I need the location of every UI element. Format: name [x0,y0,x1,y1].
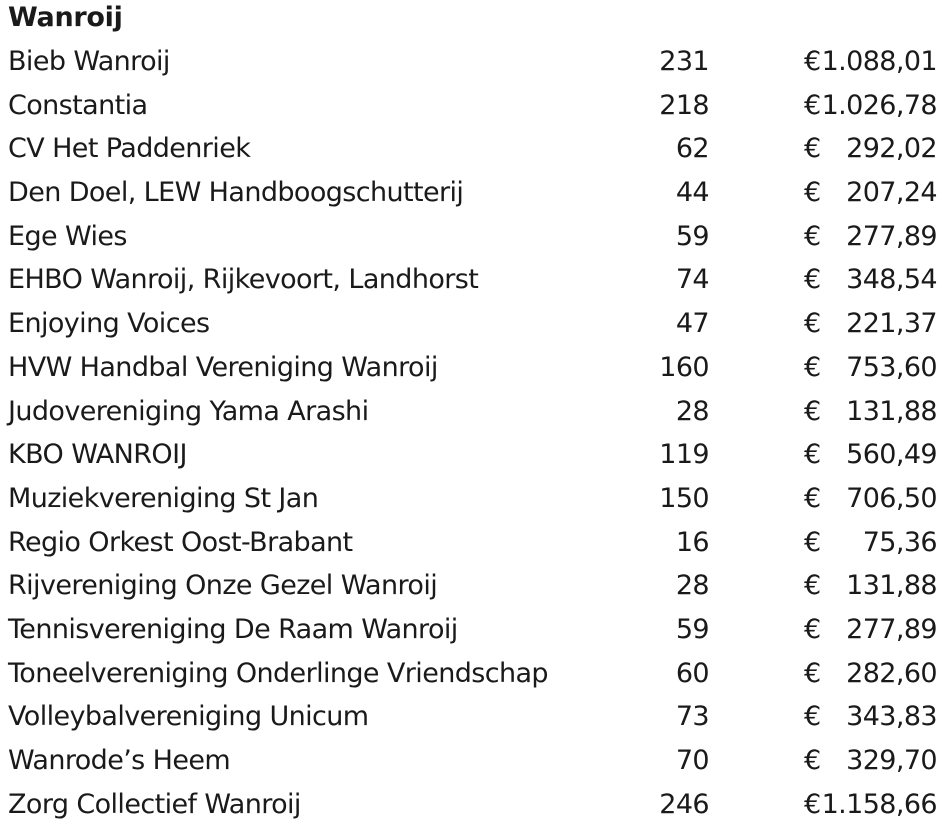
currency-symbol: € [804,46,821,77]
association-name: CV Het Paddenriek [8,133,251,165]
currency-symbol: € [804,395,821,427]
list-item [0,695,943,739]
association-name: Ege Wies [8,220,127,252]
section-title: Wanroij [8,2,123,33]
member-count: 60 [675,657,709,689]
amount-value: 207,24 [846,177,937,209]
association-name: Den Doel, LEW Handboogschutterij [8,177,464,209]
list-item [0,302,943,346]
list-item [0,433,943,477]
association-name: Wanrode’s Heem [8,745,231,776]
list-item [0,40,943,84]
list-item [0,390,943,434]
list-item [0,171,943,215]
amount-value: 1.088,01 [821,46,937,77]
amount-value: 560,49 [846,439,937,471]
member-count: 246 [659,788,709,820]
member-count: 119 [659,439,709,471]
member-count: 62 [675,133,709,165]
member-count: 47 [675,308,709,340]
member-count: 28 [675,570,709,602]
list-item [0,215,943,259]
list-item [0,258,943,302]
association-name: EHBO Wanroij, Rijkevoort, Landhorst [8,264,479,296]
amount-value: 706,50 [846,482,937,514]
association-name: Muziekvereniging St Jan [8,482,319,514]
association-list [0,40,943,826]
amount-value: 292,02 [846,133,937,165]
list-item [0,652,943,696]
amount-value: 753,60 [846,351,937,383]
association-name: Constantia [8,89,148,121]
list-item [0,739,943,783]
currency-symbol: € [804,788,821,820]
association-name: Toneelvereniging Onderlinge Vriendschap [8,657,548,689]
amount-value: 348,54 [846,264,937,296]
association-name: Rijvereniging Onze Gezel Wanroij [8,570,438,602]
currency-symbol: € [804,482,821,514]
member-count: 16 [675,526,709,558]
amount-value: 277,89 [846,220,937,252]
member-count: 59 [675,220,709,252]
association-name: Judovereniging Yama Arashi [8,395,369,427]
member-count: 231 [659,46,709,77]
member-count: 70 [675,745,709,776]
currency-symbol: € [804,745,821,776]
list-item [0,477,943,521]
association-name: Zorg Collectief Wanroij [8,788,301,820]
list-item [0,783,943,826]
currency-symbol: € [804,657,821,689]
member-count: 218 [659,89,709,121]
association-name: Tennisvereniging De Raam Wanroij [8,613,458,645]
list-item [0,564,943,608]
currency-symbol: € [804,701,821,733]
amount-value: 131,88 [846,570,937,602]
currency-symbol: € [804,526,821,558]
association-name: HVW Handbal Vereniging Wanroij [8,351,438,383]
list-item [0,346,943,390]
currency-symbol: € [804,89,821,121]
amount-value: 277,89 [846,613,937,645]
currency-symbol: € [804,570,821,602]
amount-value: 75,36 [862,526,937,558]
amount-value: 282,60 [846,657,937,689]
association-name: Bieb Wanroij [8,46,170,77]
currency-symbol: € [804,613,821,645]
list-item [0,84,943,128]
member-count: 160 [659,351,709,383]
currency-symbol: € [804,439,821,471]
association-name: Enjoying Voices [8,308,210,340]
list-item [0,521,943,565]
association-name: Regio Orkest Oost-Brabant [8,526,353,558]
amount-value: 131,88 [846,395,937,427]
currency-symbol: € [804,220,821,252]
amount-value: 1.026,78 [821,89,937,121]
member-count: 73 [675,701,709,733]
currency-symbol: € [804,351,821,383]
member-count: 28 [675,395,709,427]
member-count: 74 [675,264,709,296]
list-item [0,608,943,652]
currency-symbol: € [804,177,821,209]
member-count: 44 [675,177,709,209]
member-count: 150 [659,482,709,514]
amount-value: 1.158,66 [821,788,937,820]
member-count: 59 [675,613,709,645]
currency-symbol: € [804,133,821,165]
list-item [0,127,943,171]
amount-value: 221,37 [846,308,937,340]
currency-symbol: € [804,308,821,340]
currency-symbol: € [804,264,821,296]
amount-value: 343,83 [846,701,937,733]
association-name: KBO WANROIJ [8,439,187,471]
association-name: Volleybalvereniging Unicum [8,701,369,733]
amount-value: 329,70 [846,745,937,776]
